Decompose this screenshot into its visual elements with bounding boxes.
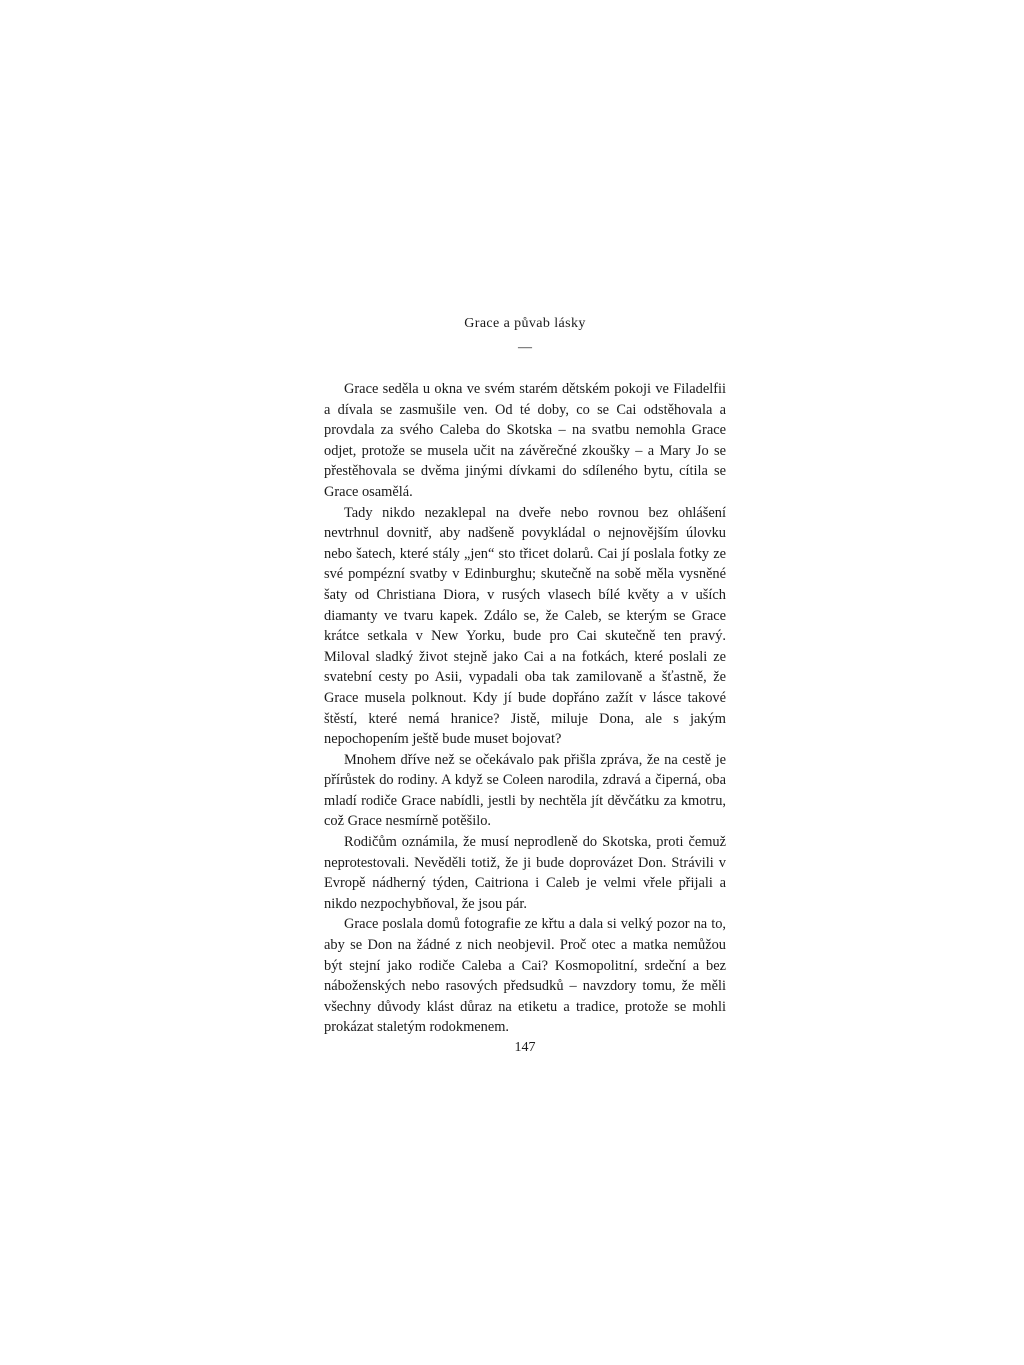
paragraph: Rodičům oznámila, že musí neprodleně do Skotska, proti čemuž neprotestovali. Nevěděli totiž, že ji bude doprovázet Don. Strávili v Evropě nádherný týden, Caitriona i Caleb je velmi vřele přijali a nikdo nezpochybňoval, že jsou pár. [324, 834, 726, 912]
body-text [324, 379, 726, 1038]
section-ornament: — [518, 340, 532, 355]
page-number: 147 [514, 1040, 536, 1055]
paragraph: Grace poslala domů fotografie ze křtu a dala si velký pozor na to, aby se Don na žádné z nich neobjevil. Proč otec a matka nemůžou být stejní jako rodiče Caleba a Cai? Kosmopolitní, srdeční a bez náboženských nebo rasových předsudků – navzdory tomu, že měli všechny důvody klást důraz na etiketu a tradice, protože se mohli prokázat staletým rodokmenem. [324, 916, 726, 1036]
paragraph: Mnohem dříve než se očekávalo pak přišla zpráva, že na cestě je přírůstek do rodiny. A když se Coleen narodila, zdravá a čiperná, oba mladí rodiče Grace nabídli, jestli by nechtěla jít děvčátku za kmotru, což Grace nesmírně potěšilo. [324, 751, 726, 830]
paragraph: Grace seděla u okna ve svém starém dětském pokoji ve Filadelfii a dívala se zasmušile ven. Od té doby, co se Cai odstěhovala a provdala za svého Caleba do Skotska – na svatbu nemohla Grace odjet, protože se musela učit na závěrečné zkoušky – a Mary Jo se přestěhovala se dvěma jinými dívkami do sdíleného bytu, cítila se Grace osamělá. [324, 381, 726, 500]
book-page [324, 0, 726, 1365]
paragraph: Tady nikdo nezaklepal na dveře nebo rovnou bez ohlášení nevtrhnul dovnitř, aby nadšeně povykládal o nejnovějším úlovku nebo šatech, které stály „jen“ sto třicet dolarů. Cai jí poslala fotky ze své pompézní svatby v Edinburghu; skutečně na sobě měla vysněné šaty od Christiana Diora, v rusých vlasech bílé květy a v uších diamanty ve tvaru kapek. Zdálo se, že Caleb, se kterým se Grace krátce setkala v New Yorku, bude pro Cai skutečně ten pravý. Miloval sladký život stejně jako Cai a na fotkách, které poslali ze svatební cesty po Asii, vypadali oba tak zamilovaně a šťastně, že Grace musela polknout. Kdy jí bude dopřáno zažít v lásce takové štěstí, které nemá hranice? Jistě, miluje Dona, ale s jakým nepochopením ještě bude muset bojovat? [324, 504, 726, 748]
running-head: Grace a půvab lásky [464, 316, 586, 331]
